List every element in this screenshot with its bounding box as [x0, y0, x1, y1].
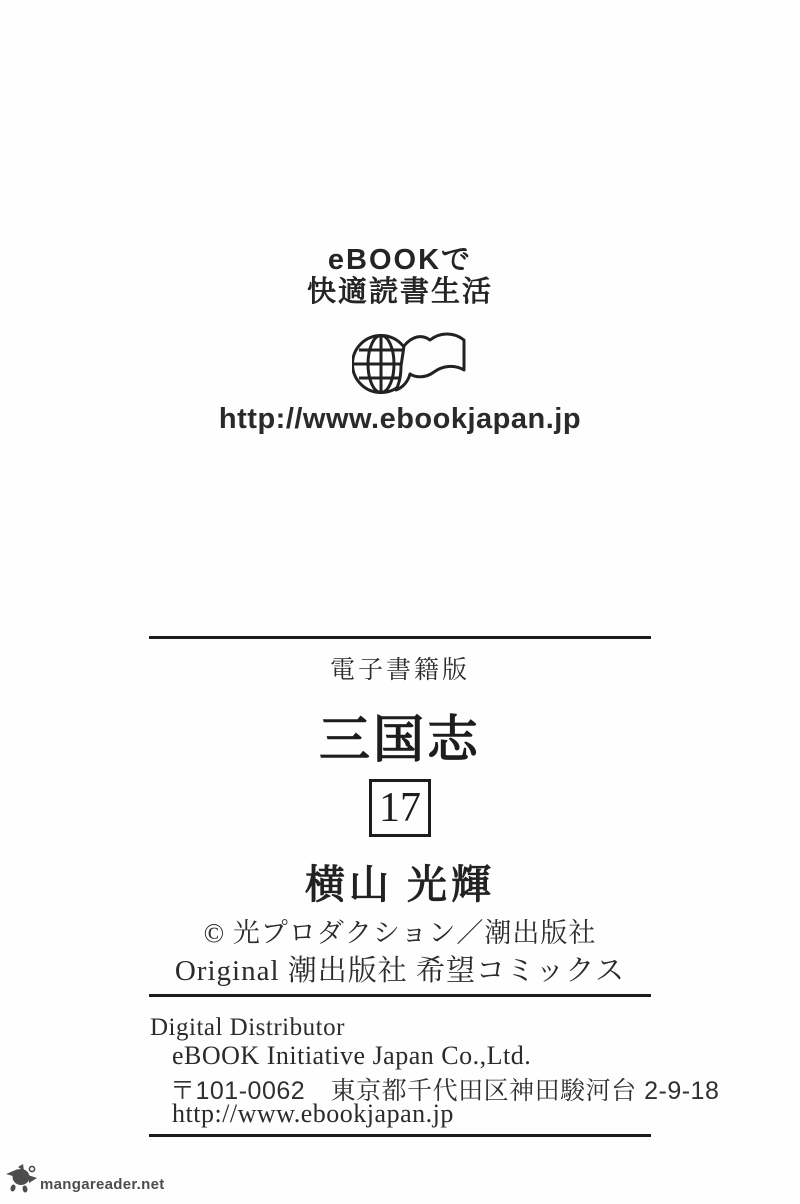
distributor-company: eBOOK Initiative Japan Co.,Ltd. — [172, 1041, 532, 1070]
watermark-label: mangareader.net — [40, 1176, 165, 1193]
divider-top — [149, 636, 651, 639]
edition-label: 電子書籍版 — [329, 657, 470, 684]
distributor-heading: Digital Distributor — [150, 1014, 345, 1041]
divider-bottom — [149, 1134, 651, 1137]
volume-number-box: 17 — [369, 779, 431, 837]
divider-middle — [149, 994, 651, 997]
book-title: 三国志 — [318, 713, 481, 769]
globe-open-book-icon — [352, 324, 474, 404]
watermark — [5, 1163, 165, 1200]
promo-line-2: 快適読書生活 — [306, 276, 493, 308]
promo-url: http://www.ebookjapan.jp — [218, 403, 582, 435]
promo-line-1: eBOOKで — [327, 244, 473, 276]
distributor-address: 〒101-0062 東京都千代田区神田駿河台 2-9-18 — [170, 1077, 720, 1105]
author-name: 横山 光輝 — [305, 862, 495, 907]
mangareader-mascot-icon — [5, 1163, 39, 1200]
distributor-url: http://www.ebookjapan.jp — [172, 1099, 454, 1128]
original-publisher-line: Original 潮出版社 希望コミックス — [174, 955, 626, 987]
copyright-line: © 光プロダクション／潮出版社 — [203, 918, 597, 948]
